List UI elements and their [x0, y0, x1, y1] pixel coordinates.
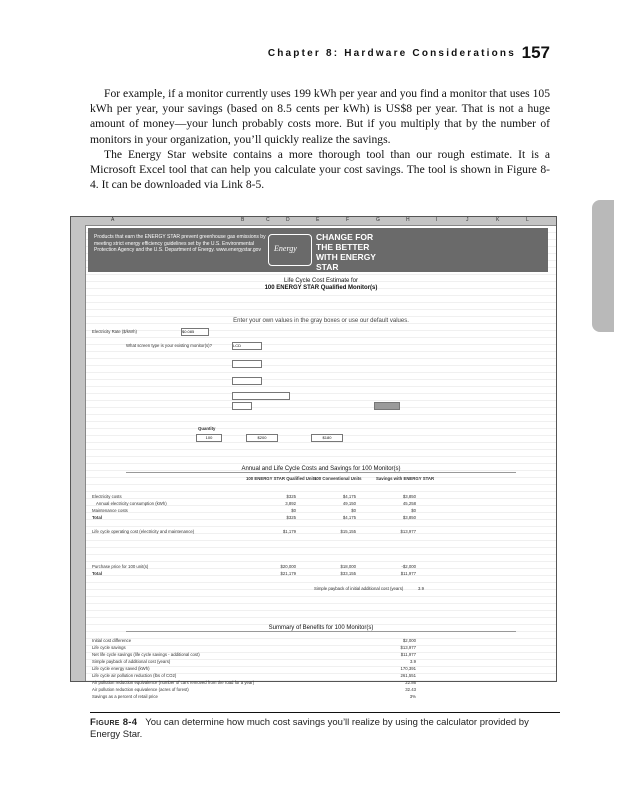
- table-cell: $11,977: [400, 571, 416, 576]
- col-header-conv: 100 Conventional Units: [314, 476, 362, 481]
- paragraph-2: The Energy Star website contains a more thorough tool than our rough estimate. It is a Microsoft Excel tool that can help you calculate your cost savings. The tool is shown in Figure 8-4. It can be downloaded via Link 8-5.: [90, 147, 550, 192]
- monitor-type-select[interactable]: LCD: [232, 342, 262, 350]
- page-number: 157: [521, 43, 550, 62]
- energy-star-unit-cost[interactable]: $200: [246, 434, 278, 442]
- table-cell: $1,179: [282, 529, 296, 534]
- table-row-label: Electricity costs: [92, 494, 122, 499]
- list-item: Air pollution reduction equivalence (number of cars removed from the road for a year): [92, 680, 255, 685]
- electricity-rate-input[interactable]: $0.085: [181, 328, 209, 336]
- table-cell: $33,155: [340, 571, 356, 576]
- table-cell: $4,175: [342, 515, 356, 520]
- list-item-value: $2,000: [402, 638, 416, 643]
- list-item-value: 170,391: [400, 666, 416, 671]
- list-item-value: 3.9: [410, 659, 416, 664]
- figure-caption: [90, 712, 560, 741]
- payback-label: Simple payback of initial additional cost (years): [314, 586, 404, 591]
- table-row-label: Annual electricity consumption (kWh): [96, 501, 167, 506]
- list-item: Life cycle energy saved (kWh): [92, 666, 150, 671]
- banner-cta: CHANGE FOR THE BETTER WITH ENERGY STAR: [316, 232, 376, 272]
- table-cell: $4,175: [342, 494, 356, 499]
- list-item-value: 261,551: [400, 673, 416, 678]
- table-cell: $0: [351, 508, 356, 513]
- table-cell: $0: [291, 508, 296, 513]
- table-cell: $325: [286, 494, 296, 499]
- list-item: Air pollution reduction equivalence (acres of forest): [92, 687, 189, 692]
- list-item-value: $13,977: [400, 645, 416, 650]
- column-header-bar: A B C D E F G H I J K L: [71, 217, 556, 226]
- col-header-savings: Savings with ENERGY STAR: [376, 476, 435, 481]
- input-heading: Enter your own values in the gray boxes or use our default values.: [233, 318, 409, 324]
- quantity-label: Quantity: [198, 426, 216, 431]
- table-row-label: Total: [92, 571, 102, 576]
- calc-title-1: Life Cycle Cost Estimate for: [283, 278, 359, 284]
- turn-off-select[interactable]: [232, 392, 290, 400]
- table-cell: 45,258: [402, 501, 416, 506]
- table-cell: $0: [411, 508, 416, 513]
- list-item: Life cycle savings: [92, 645, 126, 650]
- table-cell: $20,000: [280, 564, 296, 569]
- list-item-value: 22.86: [405, 680, 416, 685]
- section-summary-heading: Summary of Benefits for 100 Monitor(s): [126, 625, 516, 632]
- quantity-input[interactable]: 100: [196, 434, 222, 442]
- list-item-value: 3%: [409, 694, 416, 699]
- list-item: Net life cycle savings (life cycle savings - additional cost): [92, 652, 200, 657]
- sleep-setting-select[interactable]: [232, 360, 262, 368]
- table-cell: 3,892: [285, 501, 296, 506]
- table-cell: $15,155: [340, 529, 356, 534]
- energy-star-banner: [88, 228, 548, 272]
- table-row-label: Total: [92, 515, 102, 520]
- table-cell: $18,000: [340, 564, 356, 569]
- row-header-bar: [71, 225, 86, 681]
- conventional-unit-cost[interactable]: $180: [311, 434, 343, 442]
- table-cell: -$2,000: [401, 564, 416, 569]
- list-item: Life cycle air pollution reduction (lbs of CO2): [92, 673, 177, 678]
- list-item: Initial cost difference: [92, 638, 132, 643]
- table-row-label: Purchase price for 100 unit(s): [92, 564, 149, 569]
- part-tab: [592, 200, 625, 332]
- chapter-title: Chapter 8: Hardware Considerations: [267, 48, 516, 59]
- gray-input-box[interactable]: [374, 402, 400, 410]
- energy-star-logo: [268, 234, 312, 266]
- list-item: Savings as a percent of retail price: [92, 694, 158, 699]
- payback-value: 3.9: [418, 586, 424, 591]
- monitor-type-label: What screen type is your existing monitor(s)?: [126, 343, 212, 348]
- table-cell: $21,179: [280, 571, 296, 576]
- table-cell: $325: [286, 515, 296, 520]
- col-header-es: 100 ENERGY STAR Qualified Units: [246, 476, 317, 481]
- body-text: [90, 86, 550, 192]
- table-row-label: Life cycle operating cost (electricity and maintenance): [92, 529, 195, 534]
- table-cell: $3,850: [402, 494, 416, 499]
- electricity-rate-label: Electricity Rate ($/kWh): [92, 329, 137, 334]
- list-item: Simple payback of additional cost (years): [92, 659, 171, 664]
- paragraph-1: For example, if a monitor currently uses 199 kWh per year and you find a monitor that uses 105 kWh per year, your savings (based on 8.5 cents per kWh) is US$8 per year. That is not a huge amount of money—your lunch probably costs more. But if you multiply that by the number of monitors in your organization, you’ll quickly realize the savings.: [90, 87, 550, 146]
- table-cell: $13,977: [400, 529, 416, 534]
- table-row-label: Maintenance costs: [92, 508, 128, 513]
- part-tab-label: PART III: [612, 233, 625, 283]
- table-cell: $3,850: [402, 515, 416, 520]
- label-select[interactable]: [232, 402, 252, 410]
- figure-spreadsheet: [70, 216, 557, 699]
- running-header: [267, 43, 550, 65]
- section-costs-heading: Annual and Life Cycle Costs and Savings for 100 Monitor(s): [126, 466, 516, 473]
- caption-text: You can determine how much cost savings you’ll realize by using the calculator provided by Energy Star.: [90, 717, 529, 740]
- banner-text: Products that earn the ENERGY STAR prevent greenhouse gas emissions by meeting strict energy efficiency guidelines set by the U.S. Environmental Protection Agency and the U.S. Department of Energy. www.energystar.gov: [94, 234, 266, 253]
- caption-label: Figure 8-4: [90, 717, 138, 728]
- sleep-setting-select-2[interactable]: [232, 377, 262, 385]
- table-cell: 49,150: [342, 501, 356, 506]
- list-item-value: $11,977: [400, 652, 416, 657]
- list-item-value: 32.43: [405, 687, 416, 692]
- calc-title-2: 100 ENERGY STAR Qualified Monitor(s): [264, 285, 378, 291]
- worksheet: [86, 226, 556, 699]
- energy-star-logo-text: Energy: [274, 244, 297, 253]
